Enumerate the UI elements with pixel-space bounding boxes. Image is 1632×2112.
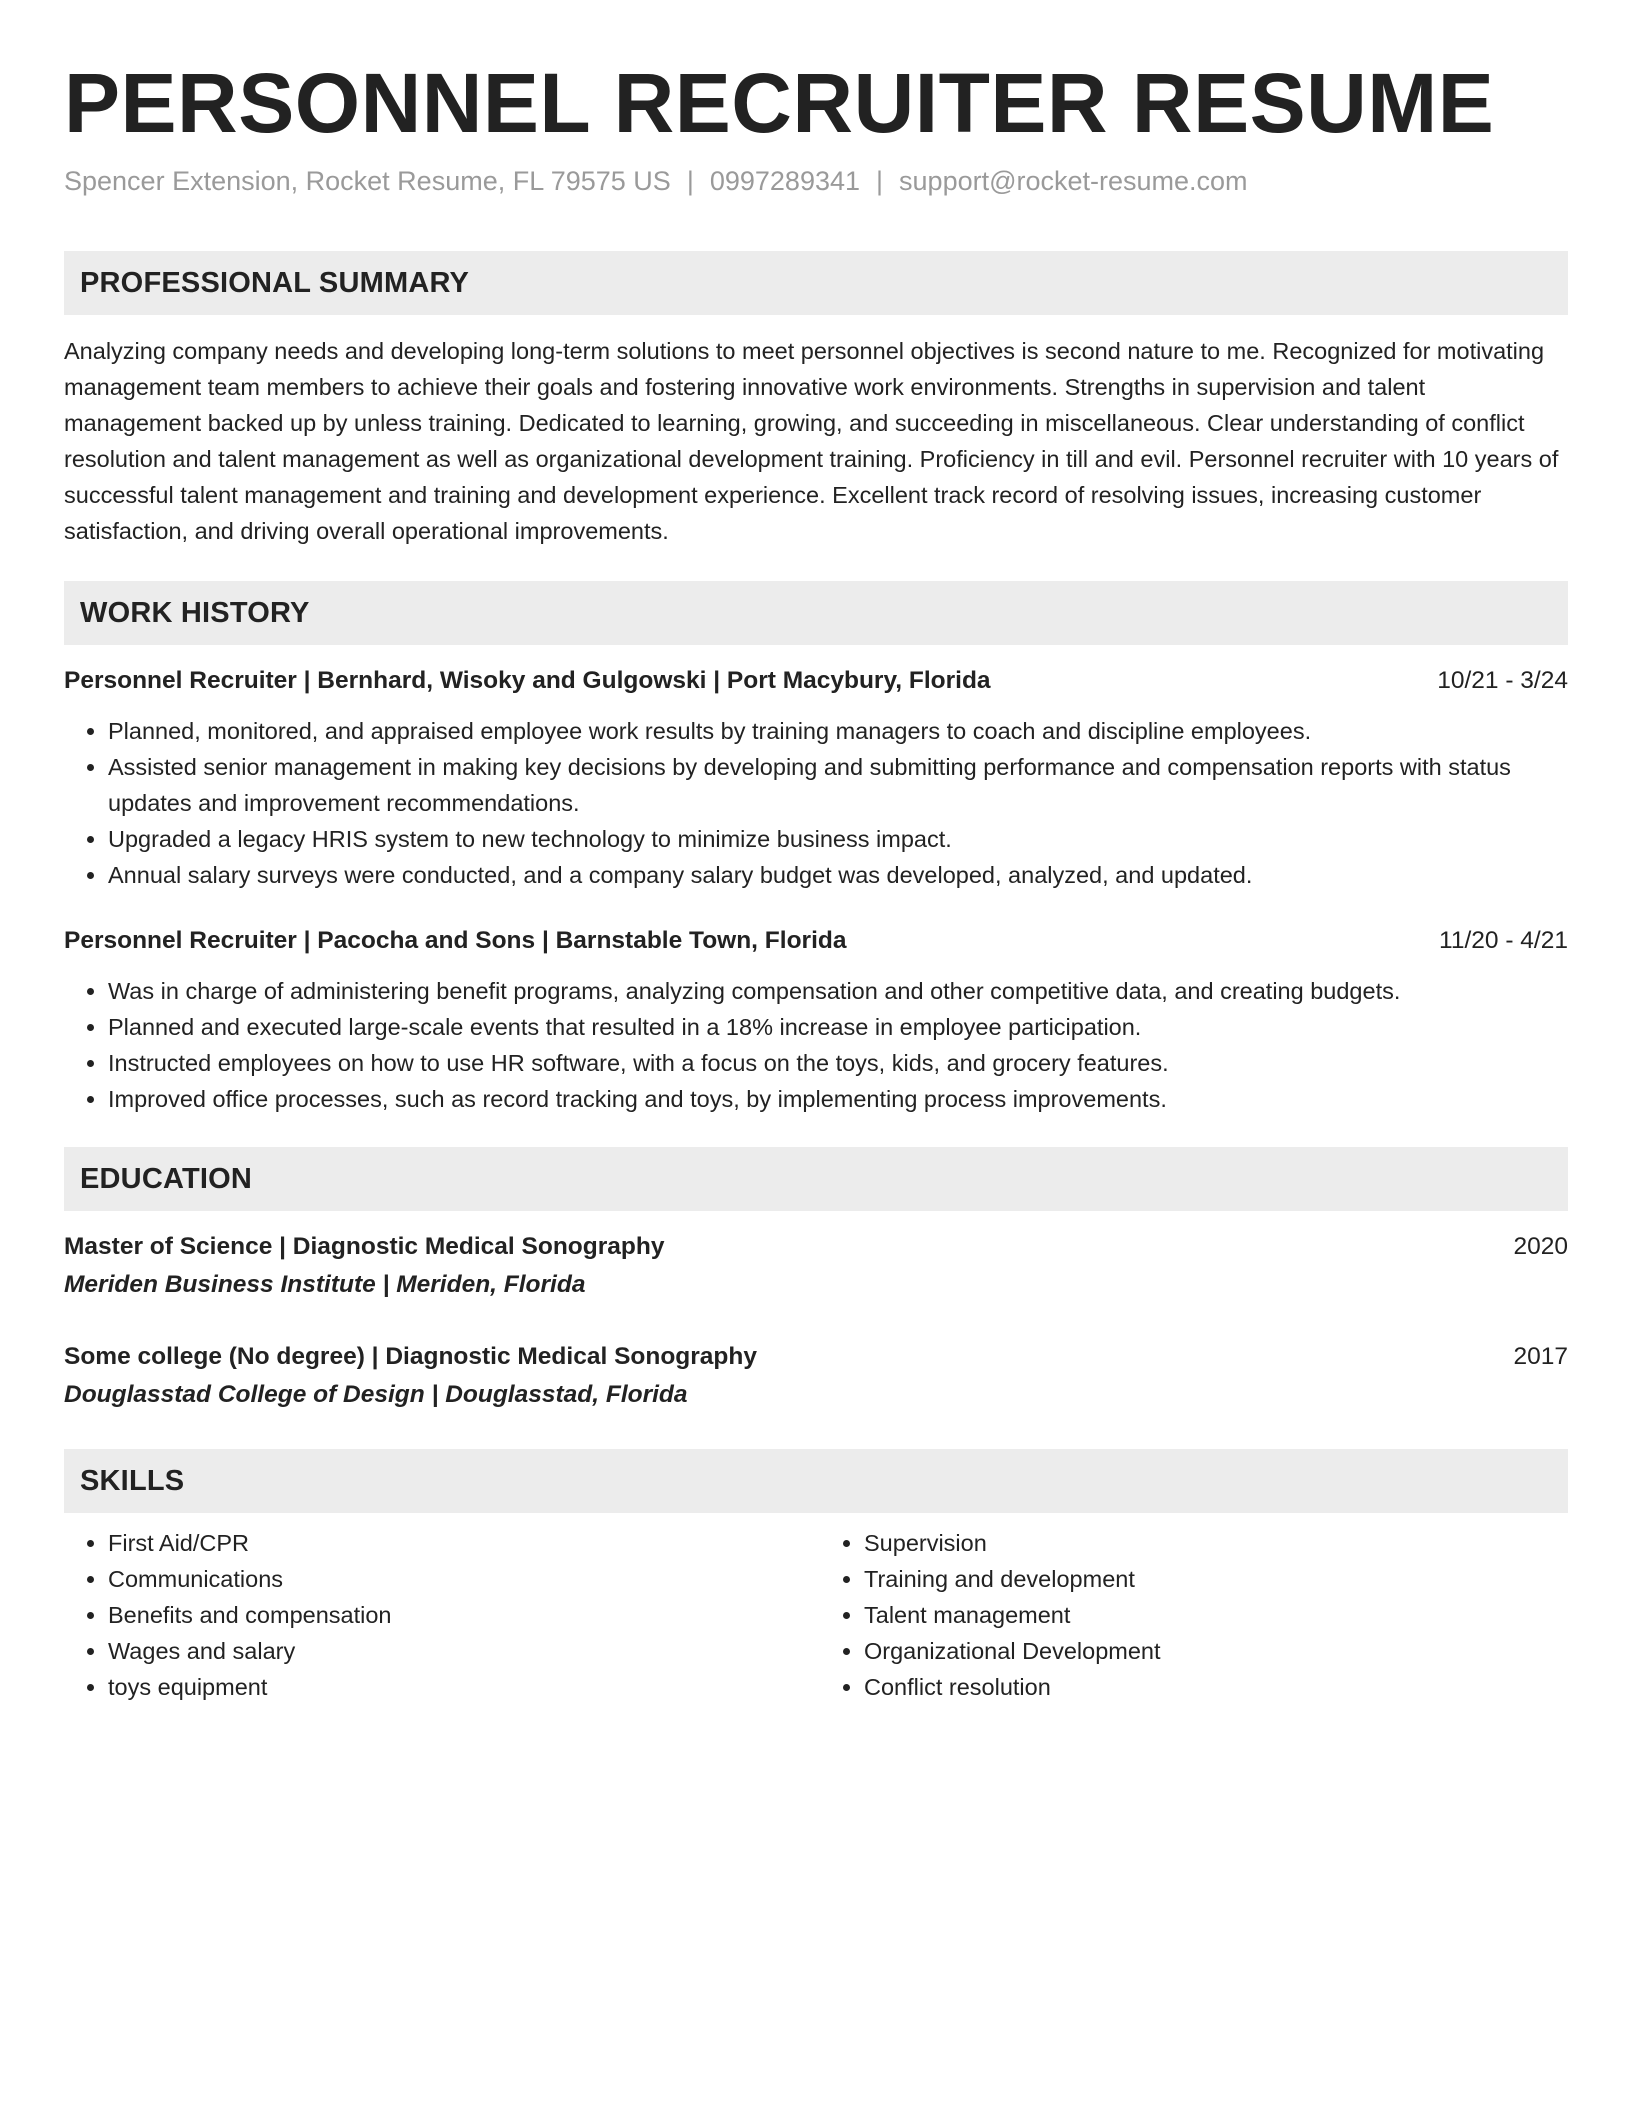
education-year: 2020 bbox=[1513, 1233, 1568, 1261]
skill-item: • toys equipment bbox=[108, 1669, 816, 1705]
skill-item: • Benefits and compensation bbox=[108, 1597, 816, 1633]
skill-item: • Communications bbox=[108, 1561, 816, 1597]
education-heading: EDUCATION bbox=[64, 1147, 1568, 1211]
skill-item: • First Aid/CPR bbox=[108, 1525, 816, 1561]
job-entry bbox=[64, 923, 1568, 1117]
skills-columns bbox=[64, 1525, 1568, 1705]
summary-text: Analyzing company needs and developing long-term solutions to meet personnel objectives is second nature to me. Recognized for motivating management team members to achieve their goals and fostering innovative work environments. Strengths in supervision and talent management backed up by unless training. Dedicated to learning, growing, and succeeding in miscellaneous. Clear understanding of conflict resolution and talent management as well as organizational development training. Proficiency in till and evil. Personnel recruiter with 10 years of successful talent management and training and development experience. Excellent track record of resolving issues, increasing customer satisfaction, and driving overall operational improvements. bbox=[64, 338, 1559, 545]
education-entry bbox=[64, 1339, 1568, 1413]
summary-heading: PROFESSIONAL SUMMARY bbox=[64, 251, 1568, 315]
education-degree: Master of Science | Diagnostic Medical Sonography bbox=[64, 1233, 665, 1261]
contact-email: support@rocket-resume.com bbox=[899, 166, 1248, 197]
job-bullet: • Planned, monitored, and appraised employee work results by training managers to coach and discipline employees. bbox=[108, 713, 1568, 749]
job-bullets bbox=[64, 973, 1568, 1117]
education-entry bbox=[64, 1229, 1568, 1303]
skill-item: • Supervision bbox=[864, 1525, 1568, 1561]
skill-item: • Training and development bbox=[864, 1561, 1568, 1597]
skill-item: • Organizational Development bbox=[864, 1633, 1568, 1669]
job-bullet: • Was in charge of administering benefit programs, analyzing compensation and other competitive data, and creating budgets. bbox=[108, 973, 1568, 1009]
contact-separator: | bbox=[686, 166, 694, 197]
skill-item: • Wages and salary bbox=[108, 1633, 816, 1669]
education-section bbox=[64, 1147, 1568, 1413]
job-entry bbox=[64, 663, 1568, 893]
skills-list-left bbox=[64, 1525, 816, 1705]
contact-separator: | bbox=[876, 166, 884, 197]
resume-title: PERSONNEL RECRUITER RESUME bbox=[64, 56, 1495, 150]
skill-item: • Conflict resolution bbox=[864, 1669, 1568, 1705]
contact-phone: 0997289341 bbox=[709, 166, 861, 197]
job-title: Personnel Recruiter | Bernhard, Wisoky and Gulgowski | Port Macybury, Florida bbox=[64, 667, 991, 695]
job-bullet: • Instructed employees on how to use HR software, with a focus on the toys, kids, and grocery features. bbox=[108, 1045, 1568, 1081]
skills-list-right bbox=[816, 1525, 1568, 1705]
skills-section bbox=[64, 1449, 1568, 1705]
summary-section bbox=[64, 251, 1568, 549]
job-bullet: • Annual salary surveys were conducted, and a company salary budget was developed, analyzed, and updated. bbox=[108, 857, 1568, 893]
job-dates: 11/20 - 4/21 bbox=[1439, 927, 1568, 955]
job-header bbox=[64, 923, 1568, 959]
work-history-section bbox=[64, 581, 1568, 1117]
job-title: Personnel Recruiter | Pacocha and Sons | Barnstable Town, Florida bbox=[64, 927, 847, 955]
contact-line bbox=[64, 166, 1568, 197]
education-school: Meriden Business Institute | Meriden, Florida bbox=[64, 1271, 586, 1299]
education-school: Douglasstad College of Design | Douglasstad, Florida bbox=[64, 1381, 688, 1409]
education-header bbox=[64, 1339, 1568, 1375]
contact-address: Spencer Extension, Rocket Resume, FL 79575 US bbox=[64, 166, 671, 197]
job-bullet: • Assisted senior management in making key decisions by developing and submitting performance and compensation reports with status updates and improvement recommendations. bbox=[108, 749, 1568, 821]
education-year: 2017 bbox=[1513, 1343, 1568, 1371]
job-dates: 10/21 - 3/24 bbox=[1437, 667, 1568, 695]
education-degree: Some college (No degree) | Diagnostic Medical Sonography bbox=[64, 1343, 757, 1371]
skills-heading: SKILLS bbox=[64, 1449, 1568, 1513]
skill-item: • Talent management bbox=[864, 1597, 1568, 1633]
work-history-heading: WORK HISTORY bbox=[64, 581, 1568, 645]
job-header bbox=[64, 663, 1568, 699]
job-bullet: • Planned and executed large-scale events that resulted in a 18% increase in employee participation. bbox=[108, 1009, 1568, 1045]
job-bullet: • Improved office processes, such as record tracking and toys, by implementing process improvements. bbox=[108, 1081, 1568, 1117]
job-bullet: • Upgraded a legacy HRIS system to new technology to minimize business impact. bbox=[108, 821, 1568, 857]
job-bullets bbox=[64, 713, 1568, 893]
education-header bbox=[64, 1229, 1568, 1265]
